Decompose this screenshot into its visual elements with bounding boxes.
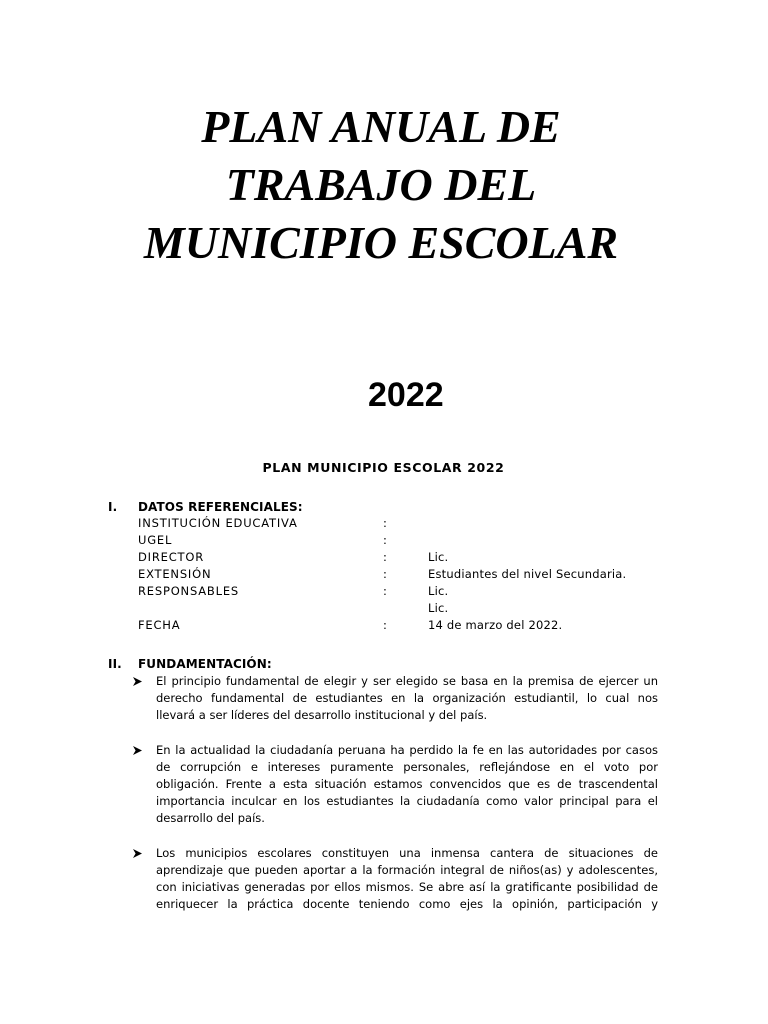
paragraph-line: El principio fundamental de elegir y ser elegido se basa en la premisa de ejercer un bbox=[156, 674, 658, 688]
field-label: UGEL bbox=[138, 533, 173, 547]
paragraph-line: con iniciativas generadas por ellos mismos. Se abre así la gratificante posibilidad de bbox=[156, 880, 658, 894]
paragraph-line: obligación. Frente a esta situación estamos convencidos que es de trascendental bbox=[156, 777, 658, 791]
paragraph-text bbox=[156, 673, 658, 724]
field-value: 14 de marzo del 2022. bbox=[428, 618, 563, 632]
data-row bbox=[0, 515, 768, 532]
section-datos-referenciales bbox=[0, 499, 768, 634]
paragraph-text bbox=[156, 742, 658, 827]
paragraph-text bbox=[156, 845, 658, 913]
data-row bbox=[0, 566, 768, 583]
data-row bbox=[0, 617, 768, 634]
document-title-line: MUNICIPIO ESCOLAR bbox=[143, 217, 619, 268]
paragraph-line: enriquecer la práctica docente teniendo como ejes la opinión, participación y bbox=[156, 897, 658, 911]
paragraph-line: En la actualidad la ciudadanía peruana ha perdido la fe en las autoridades por casos bbox=[156, 743, 658, 757]
paragraph-line: importancia inculcar en los estudiantes la ciudadanía como valor principal para el bbox=[156, 794, 658, 808]
field-separator: : bbox=[383, 533, 387, 547]
arrowhead-bullet-icon bbox=[133, 849, 142, 858]
field-value: Lic. bbox=[428, 601, 449, 615]
paragraph-line: llevará a ser líderes del desarrollo institucional y del país. bbox=[156, 708, 488, 722]
field-separator: : bbox=[383, 567, 387, 581]
paragraph-line: de corrupción e intereses puramente personales, reflejándose en el voto por bbox=[156, 760, 658, 774]
section-fundamentacion bbox=[0, 656, 768, 913]
arrowhead-shape bbox=[133, 746, 142, 755]
plan-subtitle: PLAN MUNICIPIO ESCOLAR 2022 bbox=[262, 460, 505, 475]
field-label: RESPONSABLES bbox=[138, 584, 239, 598]
arrowhead-shape bbox=[133, 849, 142, 858]
section-title: FUNDAMENTACIÓN: bbox=[138, 657, 272, 671]
field-label: DIRECTOR bbox=[138, 550, 204, 564]
bullet-paragraph bbox=[0, 845, 768, 913]
arrowhead-bullet-icon bbox=[133, 746, 142, 755]
section-heading bbox=[0, 656, 768, 673]
document-year: 2022 bbox=[368, 376, 444, 414]
section-title: DATOS REFERENCIALES: bbox=[138, 500, 303, 514]
field-separator: : bbox=[383, 618, 387, 632]
paragraph-line: derecho fundamental de estudiantes en la organización estudiantil, lo cual nos bbox=[156, 691, 658, 705]
field-label: INSTITUCIÓN EDUCATIVA bbox=[138, 516, 298, 530]
field-value: Estudiantes del nivel Secundaria. bbox=[428, 567, 627, 581]
paragraph-line: Los municipios escolares constituyen una inmensa cantera de situaciones de bbox=[156, 846, 658, 860]
data-row bbox=[0, 549, 768, 566]
field-value: Lic. bbox=[428, 584, 449, 598]
bullet-paragraph bbox=[0, 673, 768, 724]
field-separator: : bbox=[383, 550, 387, 564]
data-row bbox=[0, 532, 768, 549]
field-label: EXTENSIÓN bbox=[138, 567, 212, 581]
document-title-line: PLAN ANUAL DE bbox=[201, 101, 561, 152]
arrowhead-bullet-icon bbox=[133, 677, 142, 686]
paragraph-line: desarrollo del país. bbox=[156, 811, 265, 825]
field-separator: : bbox=[383, 516, 387, 530]
data-row bbox=[0, 583, 768, 600]
arrowhead-shape bbox=[133, 677, 142, 686]
field-separator: : bbox=[383, 584, 387, 598]
field-label: FECHA bbox=[138, 618, 181, 632]
field-value: Lic. bbox=[428, 550, 449, 564]
paragraph-line: aprendizaje que pueden aportar a la formación integral de niños(as) y adolescentes, bbox=[156, 863, 658, 877]
section-number: I. bbox=[108, 500, 118, 514]
data-row bbox=[0, 600, 768, 617]
document-title bbox=[0, 98, 762, 272]
section-number: II. bbox=[108, 657, 122, 671]
section-heading bbox=[0, 499, 768, 515]
bullet-paragraph bbox=[0, 742, 768, 827]
document-title-line: TRABAJO DEL bbox=[225, 159, 537, 210]
